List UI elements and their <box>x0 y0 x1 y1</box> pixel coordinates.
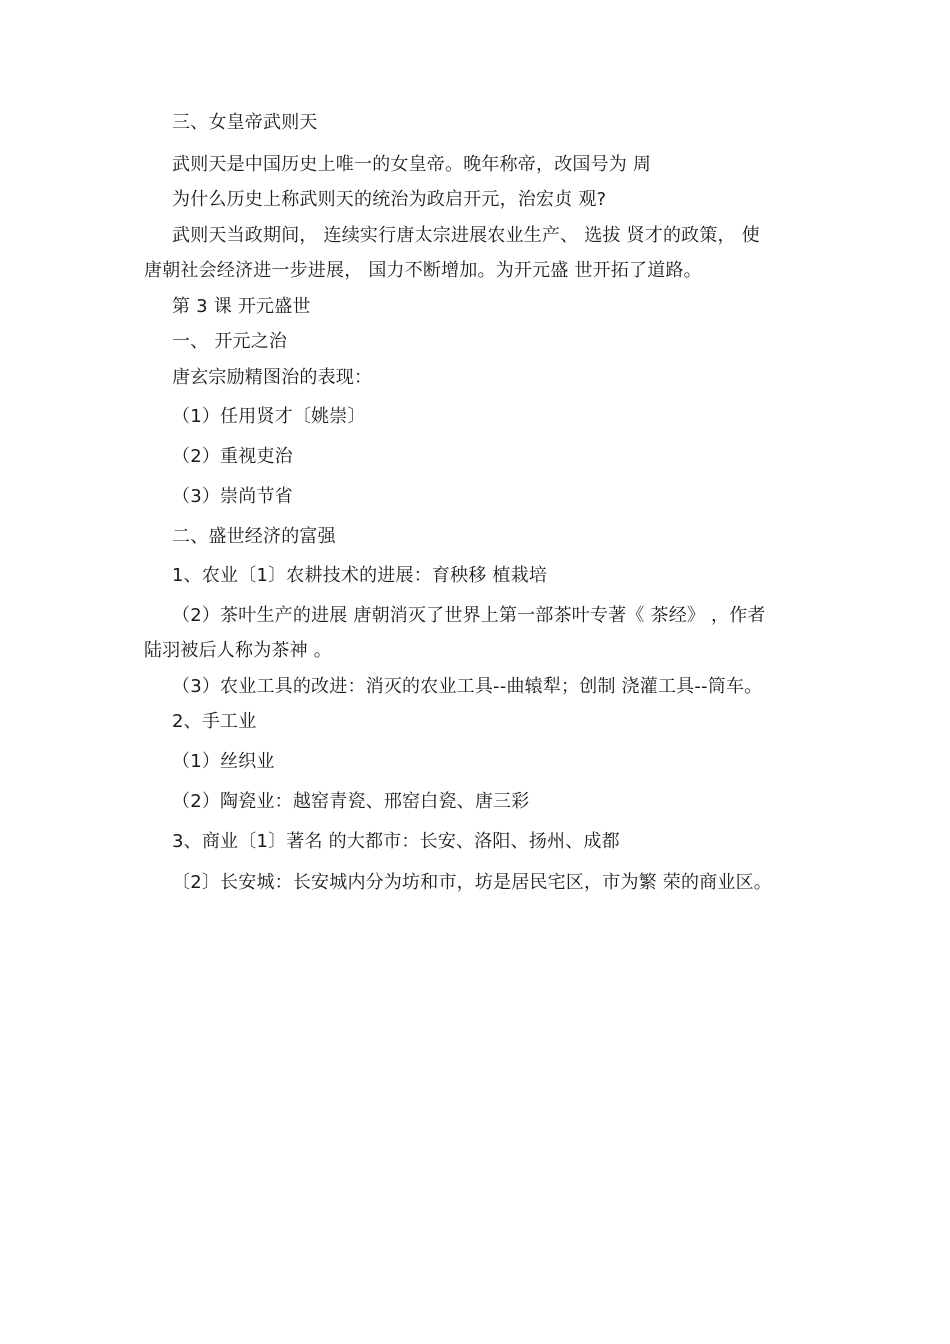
paragraph-line: 陆羽被后人称为茶神 。 <box>144 640 332 661</box>
paragraph-line: 为什么历史上称武则天的统治为政启开元，治宏贞 观? <box>172 189 607 210</box>
section-heading-economy: 二、盛世经济的富强 <box>172 526 336 547</box>
list-item: （3）崇尚节省 <box>172 486 293 507</box>
section-heading-kaiyuan: 一、 开元之治 <box>172 331 288 352</box>
list-item: （1）丝织业 <box>172 751 275 772</box>
section-heading-wu-zetian: 三、女皇帝武则天 <box>172 112 318 133</box>
paragraph-line: 唐玄宗励精图治的表现： <box>172 367 373 388</box>
paragraph-line: （3）农业工具的改进：消灭的农业工具--曲辕犁；创制 浇灌工具--筒车。 <box>172 676 763 697</box>
paragraph-line: 武则天当政期间， 连续实行唐太宗进展农业生产、 选拔 贤才的政策， 使 <box>172 225 760 246</box>
lesson-heading: 第 3 课 开元盛世 <box>172 296 311 317</box>
paragraph-line: 3、商业〔1〕著名 的大都市：长安、洛阳、扬州、成都 <box>172 831 620 852</box>
paragraph-line: 唐朝社会经济进一步进展， 国力不断增加。为开元盛 世开拓了道路。 <box>144 260 702 281</box>
list-item: （2）陶瓷业：越窑青瓷、邢窑白瓷、唐三彩 <box>172 791 530 812</box>
paragraph-line: 〔2〕长安城：长安城内分为坊和市，坊是居民宅区，市为繁 荣的商业区。 <box>172 872 772 893</box>
paragraph-line: 1、农业〔1〕农耕技术的进展：育秧移 植栽培 <box>172 565 548 586</box>
list-item: （2）重视吏治 <box>172 446 293 467</box>
list-item: （1）任用贤才〔姚崇〕 <box>172 406 366 427</box>
paragraph-line: 武则天是中国历史上唯一的女皇帝。晚年称帝，改国号为 周 <box>172 154 652 175</box>
paragraph-line: （2）茶叶生产的进展 唐朝消灭了世界上第一部茶叶专著《 茶经》 ，作者 <box>172 605 766 626</box>
subheading-handicraft: 2、手工业 <box>172 711 257 732</box>
